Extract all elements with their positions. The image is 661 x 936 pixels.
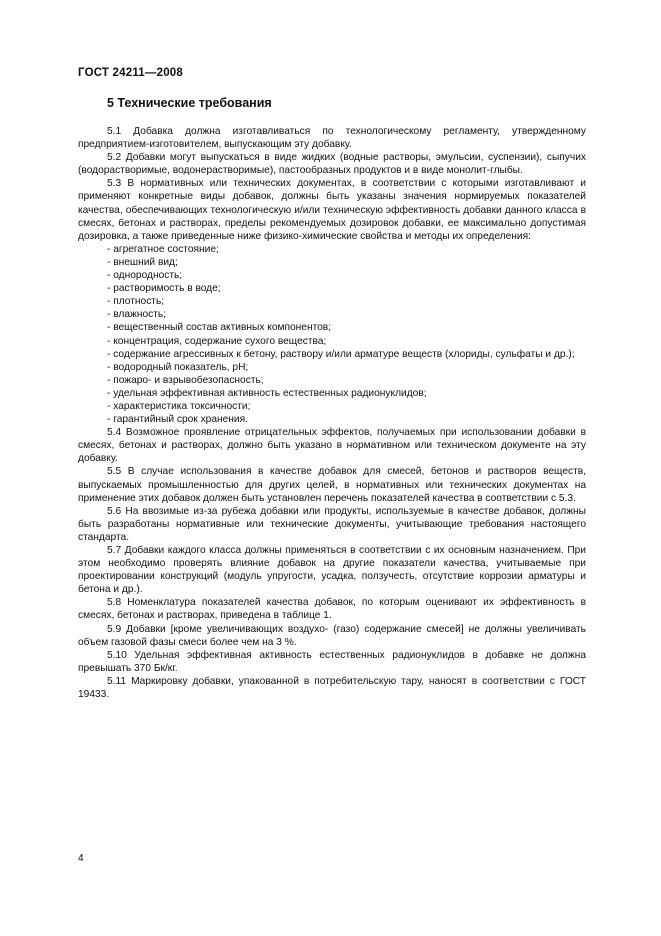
paragraph-5-2: 5.2 Добавки могут выпускаться в виде жидких (водные растворы, эмульсии, суспензии), сыпучих (водорастворимые, водонерастворимые), пастообразных продуктов и в виде монолит-глыбы. [78, 152, 586, 177]
list-item: - растворимость в воде; [107, 283, 221, 295]
list-item: - плотность; [107, 296, 165, 308]
list-item: - характеристика токсичности; [107, 400, 251, 412]
list-item: - концентрация, содержание сухого вещества; [107, 335, 327, 347]
section-title: 5 Технические требования [107, 96, 272, 110]
list-item: - водородный показатель, pH; [107, 361, 249, 373]
section-body [78, 125, 586, 701]
paragraph-5-9: 5.9 Добавки [кроме увеличивающих воздухо- (газо) содержание смесей] не должны увеличивать объем газовой фазы смеси более чем на 3 %. [78, 623, 586, 648]
paragraph-5-10: 5.10 Удельная эффективная активность естественных радионуклидов в добавке не должна превышать 370 Бк/кг. [78, 649, 586, 674]
list-item: - гарантийный срок хранения. [107, 414, 248, 426]
list-item: - пожаро- и взрывобезопасность; [107, 374, 264, 386]
list-item: - содержание агрессивных к бетону, раствору и/или арматуре веществ (хлориды, сульфаты и др.); [107, 348, 575, 360]
list-item: - внешний вид; [107, 256, 178, 268]
paragraph-5-1: 5.1 Добавка должна изготавливаться по технологическому регламенту, утвержденному предприятием-изготовителем, выпускающим эту добавку. [78, 126, 586, 151]
paragraph-5-8: 5.8 Номенклатура показателей качества добавок, по которым оценивают их эффективность в смесях, бетонах и растворах, приведена в таблице 1. [78, 597, 586, 622]
paragraph-5-4: 5.4 Возможное проявление отрицательных эффектов, получаемых при использовании добавки в смесях, бетонах и растворах, должно быть указано в нормативном или техническом документе на эту добавку. [78, 427, 586, 465]
paragraph-5-5: 5.5 В случае использования в качестве добавок для смесей, бетонов и растворов веществ, выпускаемых промышленностью для других целей, в нормативных или технических документах на применение этих добавок должен быть установлен перечень показателей качества в соответствии с 5.3. [78, 466, 586, 504]
list-item: - агрегатное состояние; [107, 243, 219, 255]
paragraph-5-11: 5.11 Маркировку добавки, упакованной в потребительскую тару, наносят в соответствии с ГОСТ 19433. [78, 675, 586, 701]
page-number: 4 [78, 853, 84, 864]
list-item: - влажность; [107, 309, 167, 321]
paragraph-5-3: 5.3 В нормативных или технических документах, в соответствии с которыми изготавливают и применяют конкретные виды добавок, должны быть указаны значения нормируемых показателей качества, обеспечивающих технологическую и/или техническую эффективность добавки данного класса в смесях, бетонах и растворах, пределы рекомендуемых дозировок добавки, ее максимально допустимая дозировка, а также приведенные ниже физико-химические свойства и методы их определения: [78, 178, 586, 242]
paragraph-5-7: 5.7 Добавки каждого класса должны применяться в соответствии с их основным назначением. При этом необходимо проверять влияние добавок на другие показатели качества, учитываемые при проектировании конструкций (модуль упругости, усадка, ползучесть, отсутствие коррозии арматуры и бетона и др.). [78, 545, 586, 596]
list-item: - вещественный состав активных компонентов; [107, 322, 332, 334]
paragraph-5-6: 5.6 На ввозимые из-за рубежа добавки или продукты, используемые в качестве добавок, должны быть разработаны нормативные или технические документы, учитывающие требования настоящего стандарта. [78, 505, 586, 543]
list-item: - однородность; [107, 270, 183, 282]
standard-code-header: ГОСТ 24211—2008 [78, 67, 183, 79]
list-item: - удельная эффективная активность естественных радионуклидов; [107, 387, 427, 399]
